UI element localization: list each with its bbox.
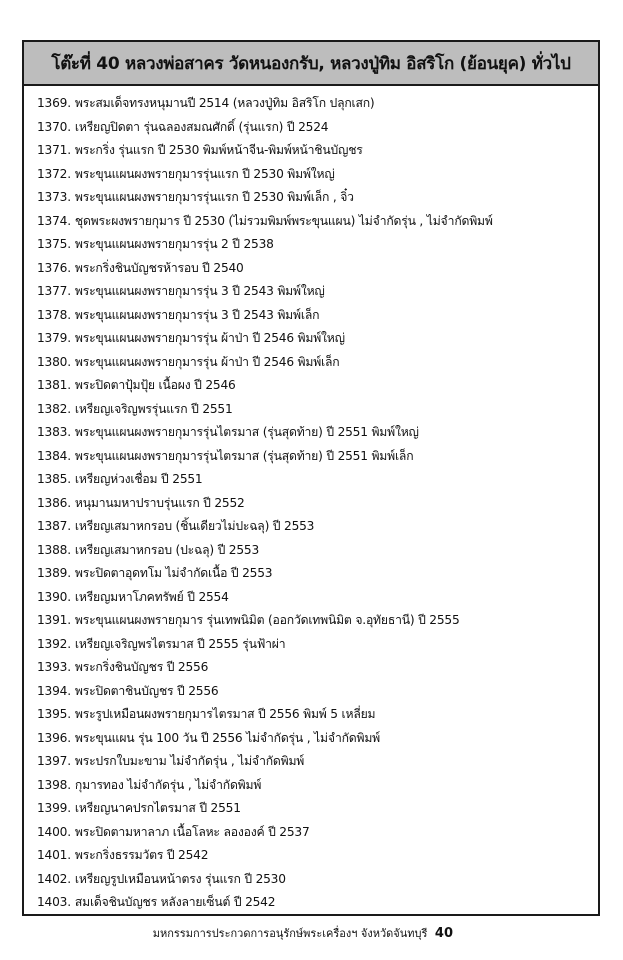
item-text: เหรียญเสมาหกรอบ (ชิ้นเดียวไม่ปะฉลุ) ปี 2553: [74, 519, 315, 533]
item-text: เหรียญเสมาหกรอบ (ปะฉลุ) ปี 2553: [74, 542, 259, 557]
list-item: [37, 727, 598, 751]
item-number: 1400.: [37, 824, 71, 839]
item-text: ชุดพระผงพรายกุมาร ปี 2530 (ไม่รวมพิมพ์พระขุนแผน) ไม่จำกัดรุ่น , ไม่จำกัดพิมพ์: [74, 213, 493, 228]
item-text: พระกริ่ง รุ่นแรก ปี 2530 พิมพ์หน้าจีน-พิมพ์หน้าชินบัญชร: [74, 143, 363, 157]
list-item: [37, 586, 598, 610]
item-text: พระปิดตามหาลาภ เนื้อโลหะ ลององค์ ปี 2537: [74, 824, 310, 839]
list-item: [37, 656, 598, 680]
item-text: พระขุนแผนผงพรายกุมารรุ่น ผ้าป่า ปี 2546 พิมพ์เล็ก: [74, 354, 340, 369]
item-number: 1394.: [37, 683, 71, 698]
item-text: พระกริ่งชินบัญชร ปี 2556: [74, 660, 209, 674]
item-text: พระขุนแผนผงพรายกุมาร รุ่นเทพนิมิต (ออกวัดเทพนิมิต จ.อุทัยธานี) ปี 2555: [74, 613, 460, 627]
item-text: เหรียญนาคปรกไตรมาส ปี 2551: [74, 801, 241, 815]
list-item: [37, 844, 598, 868]
list-item: [37, 351, 598, 375]
item-number: 1383.: [37, 425, 71, 439]
list-item: [37, 374, 598, 398]
page-number: 40: [434, 926, 453, 941]
item-text: พระปิดตาอุดทโม ไม่จำกัดเนื้อ ปี 2553: [74, 566, 273, 580]
list-item: [37, 609, 598, 633]
item-number: 1372.: [37, 166, 71, 181]
item-text: พระสมเด็จทรงหนุมานปี 2514 (หลวงปู่ทิม อิสริโก ปลุกเสก): [74, 96, 375, 110]
item-number: 1398.: [37, 777, 71, 792]
item-text: เหรียญปิดตา รุ่นฉลองสมณศักดิ์ (รุ่นแรก) ปี 2524: [74, 119, 329, 134]
list-item: [37, 680, 598, 704]
list-item: [37, 821, 598, 845]
item-text: เหรียญรูปเหมือนหน้าตรง รุ่นแรก ปี 2530: [74, 871, 286, 886]
item-number: 1381.: [37, 378, 71, 392]
list-item: [37, 891, 598, 915]
item-number: 1388.: [37, 542, 71, 557]
item-text: สมเด็จชินบัญชร หลังลายเซ็นต์ ปี 2542: [74, 895, 276, 909]
item-text: เหรียญเจริญพรรุ่นแรก ปี 2551: [74, 401, 233, 416]
item-text: พระขุนแผนผงพรายกุมารรุ่น 3 ปี 2543 พิมพ์ใหญ่: [74, 284, 325, 298]
item-text: เหรียญห่วงเชื่อม ปี 2551: [74, 472, 203, 486]
item-number: 1376.: [37, 260, 71, 275]
list-item: [37, 868, 598, 892]
item-number: 1375.: [37, 237, 71, 251]
item-number: 1370.: [37, 119, 71, 134]
item-number: 1374.: [37, 213, 71, 228]
item-number: 1387.: [37, 519, 71, 533]
item-text: พระขุนแผนผงพรายกุมารรุ่น ผ้าป่า ปี 2546 พิมพ์ใหญ่: [74, 331, 345, 345]
item-number: 1389.: [37, 566, 71, 580]
item-number: 1392.: [37, 636, 71, 651]
item-text: พระกริ่งชินบัญชรห้ารอบ ปี 2540: [74, 260, 244, 275]
item-text: พระปิดตาปุ้มปุ้ย เนื้อผง ปี 2546: [74, 378, 236, 392]
list-item: [37, 327, 598, 351]
item-text: พระขุนแผน รุ่น 100 วัน ปี 2556 ไม่จำกัดรุ่น , ไม่จำกัดพิมพ์: [74, 730, 381, 745]
item-number: 1391.: [37, 613, 71, 627]
item-text: กุมารทอง ไม่จำกัดรุ่น , ไม่จำกัดพิมพ์: [74, 777, 262, 792]
item-text: พระรูปเหมือนผงพรายกุมารไตรมาส ปี 2556 พิมพ์ 5 เหลี่ยม: [74, 707, 376, 721]
list-item: [37, 492, 598, 516]
item-number: 1390.: [37, 589, 71, 604]
item-text: พระขุนแผนผงพรายกุมารรุ่นแรก ปี 2530 พิมพ์ใหญ่: [74, 166, 335, 181]
item-number: 1393.: [37, 660, 71, 674]
item-number: 1371.: [37, 143, 71, 157]
item-number: 1380.: [37, 354, 71, 369]
list-item: [37, 139, 598, 163]
table-header: [24, 42, 598, 86]
list-item: [37, 797, 598, 821]
list-item: [37, 539, 598, 563]
item-number: 1379.: [37, 331, 71, 345]
item-text: พระขุนแผนผงพรายกุมารรุ่นแรก ปี 2530 พิมพ์เล็ก , จิ๋ว: [74, 190, 354, 204]
list-item: [37, 750, 598, 774]
item-text: เหรียญมหาโภคทรัพย์ ปี 2554: [74, 589, 229, 604]
item-text: พระปรกใบมะขาม ไม่จำกัดรุ่น , ไม่จำกัดพิมพ์: [74, 754, 305, 768]
list-item: [37, 163, 598, 187]
item-number: 1386.: [37, 495, 71, 510]
item-text: พระขุนแผนผงพรายกุมารรุ่นไตรมาส (รุ่นสุดท้าย) ปี 2551 พิมพ์ใหญ่: [74, 425, 419, 439]
item-text: พระขุนแผนผงพรายกุมารรุ่น 2 ปี 2538: [74, 237, 274, 251]
page-footer: [0, 924, 623, 942]
list-item: [37, 468, 598, 492]
list-item: [37, 515, 598, 539]
item-text: พระกริ่งธรรมวัตร ปี 2542: [74, 848, 209, 862]
amulet-list: [24, 86, 598, 915]
item-text: พระขุนแผนผงพรายกุมารรุ่น 3 ปี 2543 พิมพ์เล็ก: [74, 307, 320, 322]
item-number: 1397.: [37, 754, 71, 768]
content-frame: [22, 40, 600, 916]
list-item: [37, 421, 598, 445]
list-item: [37, 210, 598, 234]
list-item: [37, 92, 598, 116]
item-number: 1378.: [37, 307, 71, 322]
item-number: 1402.: [37, 871, 71, 886]
item-text: พระขุนแผนผงพรายกุมารรุ่นไตรมาส (รุ่นสุดท้าย) ปี 2551 พิมพ์เล็ก: [74, 448, 414, 463]
footer-text: มหกรรมการประกวดการอนุรักษ์พระเครื่องฯ จังหวัดจันทบุรี: [152, 927, 428, 940]
list-item: [37, 233, 598, 257]
item-number: 1369.: [37, 96, 71, 110]
list-item: [37, 116, 598, 140]
list-item: [37, 445, 598, 469]
item-number: 1396.: [37, 730, 71, 745]
item-number: 1373.: [37, 190, 71, 204]
item-text: พระปิดตาชินบัญชร ปี 2556: [74, 683, 219, 698]
item-number: 1401.: [37, 848, 71, 862]
item-number: 1384.: [37, 448, 71, 463]
item-number: 1399.: [37, 801, 71, 815]
list-item: [37, 280, 598, 304]
list-item: [37, 774, 598, 798]
item-number: 1395.: [37, 707, 71, 721]
item-text: เหรียญเจริญพรไตรมาส ปี 2555 รุ่นฟ้าผ่า: [74, 636, 286, 651]
list-item: [37, 398, 598, 422]
item-number: 1377.: [37, 284, 71, 298]
item-text: หนุมานมหาปราบรุ่นแรก ปี 2552: [74, 495, 245, 510]
list-item: [37, 304, 598, 328]
item-number: 1385.: [37, 472, 71, 486]
list-item: [37, 633, 598, 657]
page-title: โต๊ะที่ 40 หลวงพ่อสาคร วัดหนองกรับ, หลวงปู่ทิม อิสริโก (ย้อนยุค) ทั่วไป: [51, 53, 571, 74]
list-item: [37, 703, 598, 727]
list-item: [37, 186, 598, 210]
item-number: 1403.: [37, 895, 71, 909]
item-number: 1382.: [37, 401, 71, 416]
list-item: [37, 257, 598, 281]
list-item: [37, 562, 598, 586]
